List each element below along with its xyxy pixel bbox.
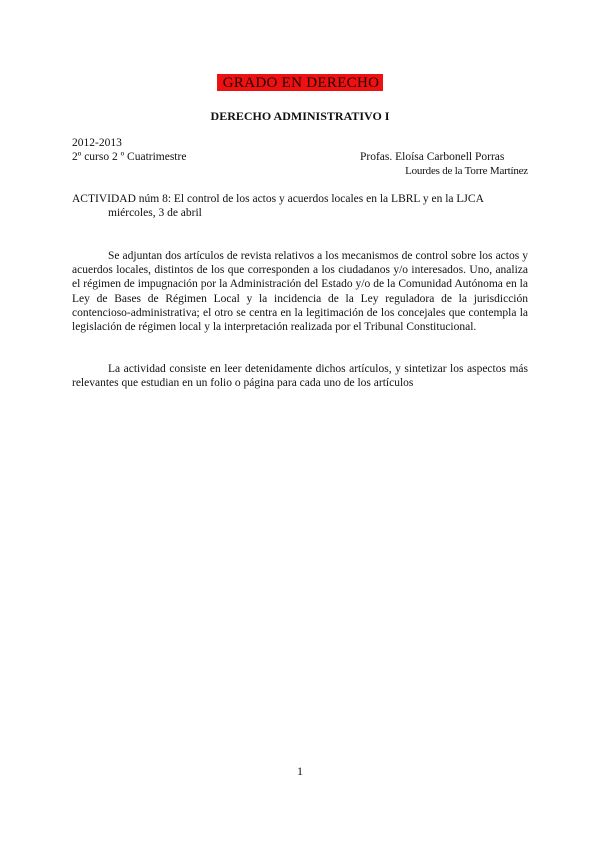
activity-title: ACTIVIDAD núm 8: El control de los actos y acuerdos locales en la LBRL y en la LJCA (72, 193, 484, 205)
activity-date: miércoles, 3 de abril (108, 207, 202, 219)
professor-line-2: Lourdes de la Torre Martínez (405, 165, 528, 177)
subject-heading: DERECHO ADMINISTRATIVO I (210, 109, 390, 123)
body-paragraph-1: Se adjuntan dos artículos de revista relativos a los mecanismos de control sobre los actos y acuerdos locales, distintos de los que corresponden a los ciudadanos y/o interesados. Uno, analiza el régimen de impugnación por la Administración del Estado y/o de la Comunidad Autónoma en la Ley de Bases de Régimen Local y la incidencia de la Ley reguladora de la jurisdicción contencioso-administrativa; el otro se centra en la legitimación de los concejales que contempla la legislación de régimen local y la interpretación realizada por el Tribunal Constitucional. (72, 250, 528, 334)
title-container (0, 74, 600, 92)
degree-title: GRADO EN DERECHO (217, 74, 383, 91)
academic-year: 2012-2013 (72, 137, 122, 149)
professor-line-1: Profas. Eloísa Carbonell Porras (360, 151, 505, 163)
page-number: 1 (297, 764, 303, 778)
course-info: 2º curso 2 º Cuatrimestre (72, 151, 187, 163)
body-paragraph-2: La actividad consiste en leer detenidamente dichos artículos, y sintetizar los aspectos más relevantes que estudian en un folio o página para cada uno de los artículos (72, 363, 528, 390)
